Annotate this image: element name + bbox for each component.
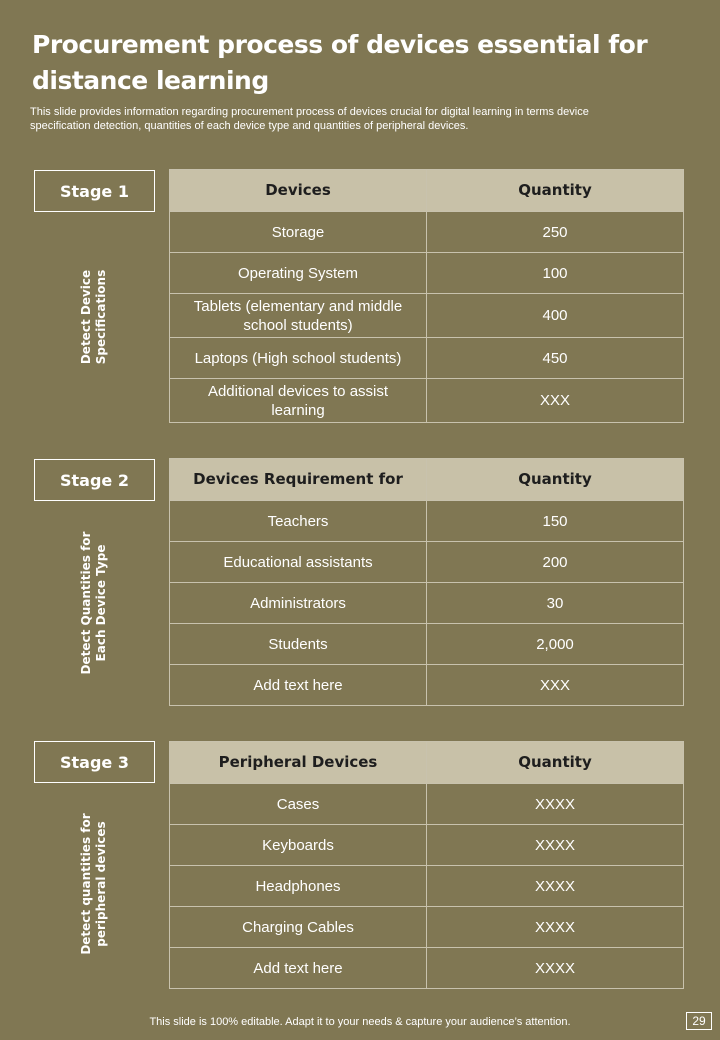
quantity-cell: XXX [427,665,684,706]
table-row [170,379,684,423]
device-cell: Additional devices to assist learning [170,379,427,423]
device-cell: Tablets (elementary and middle school students) [170,294,427,338]
stage-3-side-line-1: Detect quantities for [79,813,93,955]
column-header-devices: Devices [170,170,427,212]
quantity-cell: XXXX [427,866,684,907]
stage-2-table [169,458,684,706]
stage-2-label: Stage 2 [34,459,155,501]
requirement-cell: Administrators [170,583,427,624]
device-cell: Storage [170,212,427,253]
peripheral-cell: Add text here [170,948,427,989]
table-header-row [170,459,684,501]
requirement-cell: Students [170,624,427,665]
requirement-cell: Educational assistants [170,542,427,583]
quantity-cell: 2,000 [427,624,684,665]
device-cell: Operating System [170,253,427,294]
stage-3-side-line-2: peripheral devices [94,821,108,947]
peripheral-cell: Keyboards [170,825,427,866]
table-row [170,866,684,907]
quantity-cell: 150 [427,501,684,542]
quantity-cell: XXXX [427,825,684,866]
table-row [170,665,684,706]
table-row [170,907,684,948]
table-row [170,948,684,989]
footer-note: This slide is 100% editable. Adapt it to your needs & capture your audience’s attention. [149,1016,571,1028]
requirement-cell: Teachers [170,501,427,542]
requirement-cell: Add text here [170,665,427,706]
peripheral-cell: Charging Cables [170,907,427,948]
stage-1-side-line-2: Specifications [94,269,108,365]
peripheral-cell: Cases [170,784,427,825]
device-cell: Laptops (High school students) [170,338,427,379]
quantity-cell: 450 [427,338,684,379]
quantity-cell: 200 [427,542,684,583]
table-header-row [170,742,684,784]
peripheral-cell: Headphones [170,866,427,907]
table-row [170,253,684,294]
table-row [170,338,684,379]
table-row [170,784,684,825]
quantity-cell: XXXX [427,948,684,989]
column-header-quantity: Quantity [427,170,684,212]
table-row [170,624,684,665]
stage-1-table [169,169,684,423]
stage-2-side-line-2: Each Device Type [94,544,108,662]
stage-1-side-line-1: Detect Device [79,269,93,365]
quantity-cell: XXX [427,379,684,423]
column-header-quantity: Quantity [427,459,684,501]
page-subtitle: This slide provides information regarding procurement process of devices crucial for digital learning in terms device specification detection, quantities of each device type and quantities of peripheral devices. [30,106,589,132]
stage-2-side-line-1: Detect Quantities for [79,531,93,675]
column-header-devices-requirement: Devices Requirement for [170,459,427,501]
table-header-row [170,170,684,212]
page-number: 29 [686,1012,712,1030]
quantity-cell: 400 [427,294,684,338]
table-row [170,542,684,583]
quantity-cell: XXXX [427,907,684,948]
quantity-cell: 250 [427,212,684,253]
table-row [170,583,684,624]
stage-3-label: Stage 3 [34,741,155,783]
column-header-quantity: Quantity [427,742,684,784]
stage-3-table [169,741,684,989]
quantity-cell: 100 [427,253,684,294]
table-row [170,294,684,338]
stage-1-label: Stage 1 [34,170,155,212]
column-header-peripheral-devices: Peripheral Devices [170,742,427,784]
table-row [170,501,684,542]
quantity-cell: 30 [427,583,684,624]
table-row [170,212,684,253]
table-row [170,825,684,866]
page-title: Procurement process of devices essential for distance learning [32,30,648,95]
quantity-cell: XXXX [427,784,684,825]
